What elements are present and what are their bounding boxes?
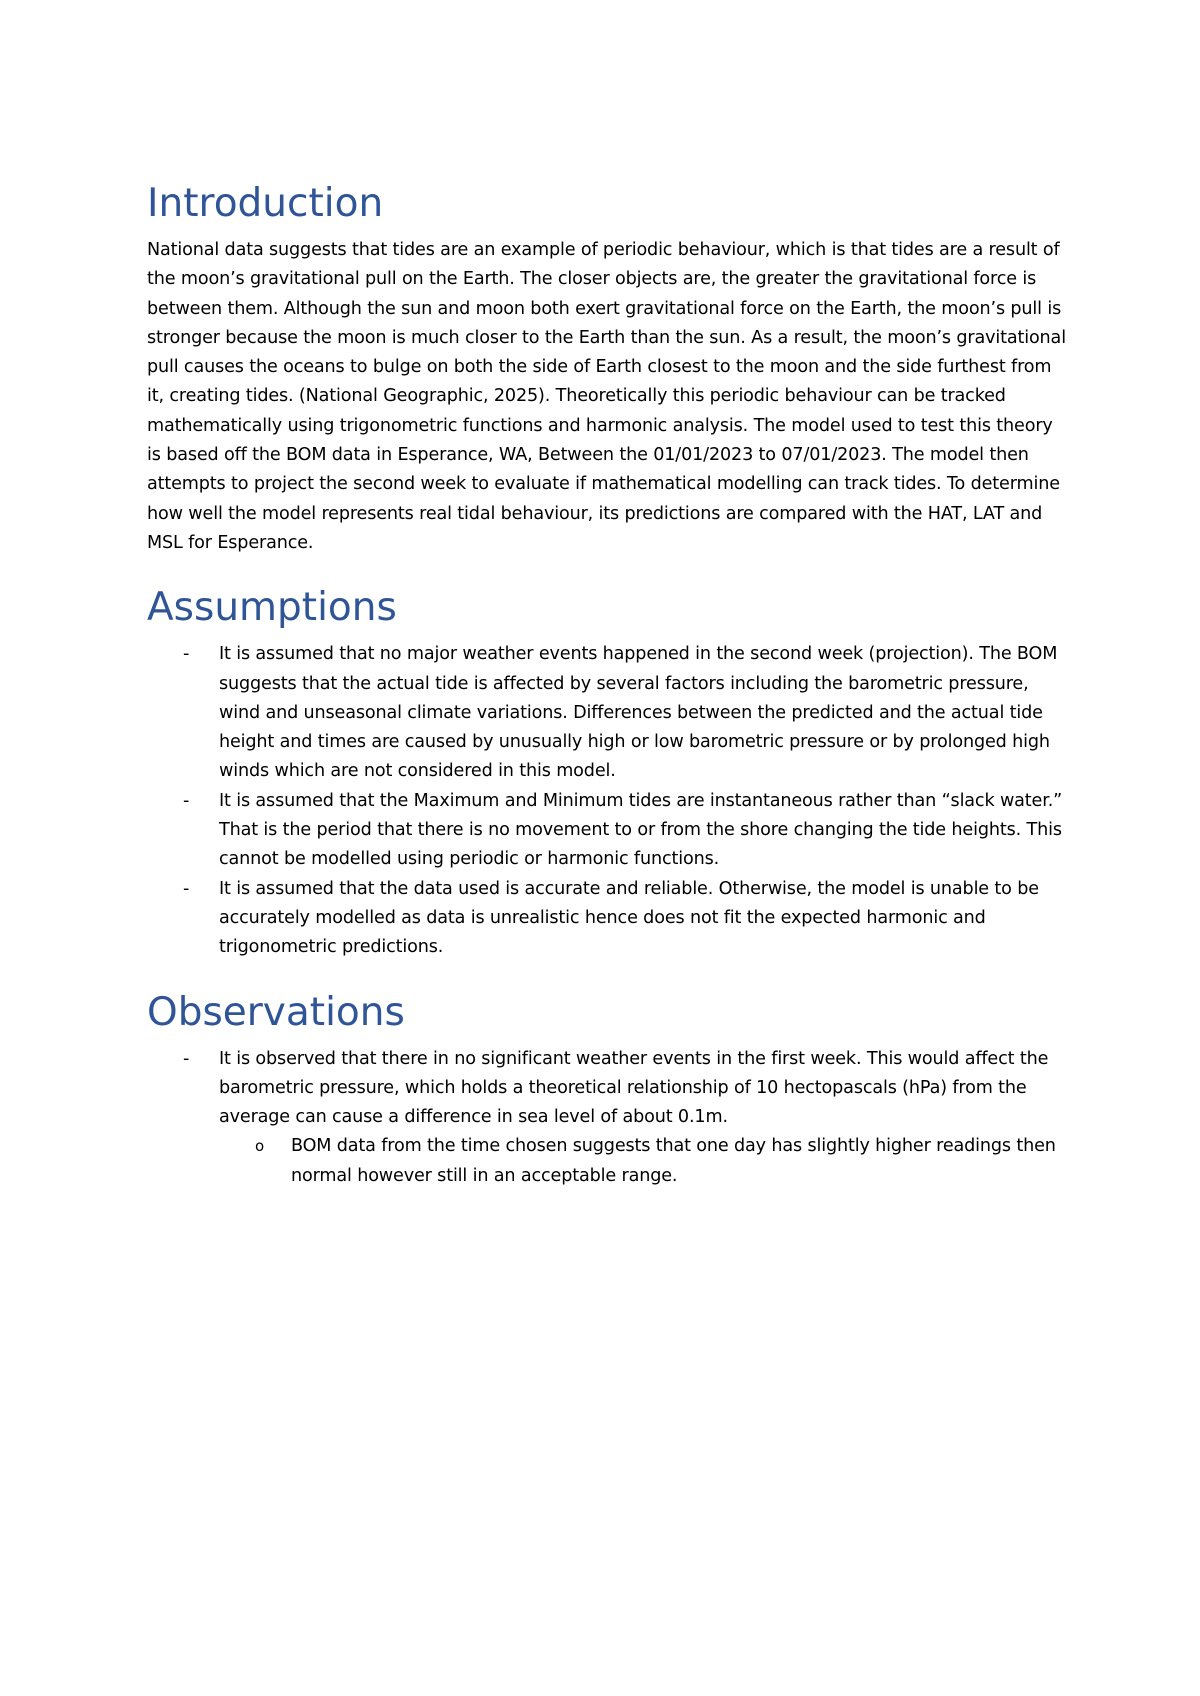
circle-bullet: o [255,1137,265,1156]
dash-bullet: - [183,878,190,899]
introduction-heading: Introduction [147,181,384,226]
list-item-text: It is assumed that the Maximum and Minimum tides are instantaneous rather than “slack water.” That is the period that there is no movement to or from the shore changing the tide heights. This cannot be modelled using periodic or harmonic functions. [219,790,1063,870]
introduction-paragraph: National data suggests that tides are an example of periodic behaviour, which is that tides are a result of the moon’s gravitational pull on the Earth. The closer objects are, the greater the gravitational force is between them. Although the sun and moon both exert gravitational force on the Earth, the moon’s pull is stronger because the moon is much closer to the Earth than the sun. As a result, the moon’s gravitational pull causes the oceans to bulge on both the side of Earth closest to the moon and the side furthest from it, creating tides. (National Geographic, 2025). Theoretically this periodic behaviour can be tracked mathematically using trigonometric functions and harmonic analysis. The model used to test this theory is based off the BOM data in Esperance, WA, Between the 01/01/2023 to 07/01/2023. The model then attempts to project the second week to evaluate if mathematical modelling can track tides. To determine how well the model represents real tidal behaviour, its predictions are compared with the HAT, LAT and MSL for Esperance. [147,240,1066,553]
dash-bullet: - [183,790,190,811]
list-item [147,1045,1067,1191]
list-item-text: It is observed that there in no significant weather events in the first week. This would affect the barometric pressure, which holds a theoretical relationship of 10 hectopascals (hPa) from the average can cause a difference in sea level of about 0.1m. [219,1048,1049,1128]
observations-list [147,1045,1067,1191]
list-item [147,640,1067,786]
dash-bullet: - [183,644,190,665]
assumptions-list [147,640,1067,962]
assumptions-section [147,584,1067,962]
list-item [147,787,1067,875]
list-item [147,875,1067,963]
observations-section [147,989,1067,1191]
observations-heading: Observations [147,989,405,1035]
observations-sub-list [219,1132,1067,1191]
introduction-section [147,180,1067,558]
sub-list-item-text: BOM data from the time chosen suggests that one day has slightly higher readings then normal however still in an acceptable range. [291,1136,1056,1186]
document-content [147,180,1067,1217]
sub-list-item [219,1132,1067,1191]
list-item-text: It is assumed that no major weather events happened in the second week (projection). The BOM suggests that the actual tide is affected by several factors including the barometric pressure, wind and unseasonal climate variations. Differences between the predicted and the actual tide height and times are caused by unusually high or low barometric pressure or by prolonged high winds which are not considered in this model. [219,644,1058,782]
list-item-text: It is assumed that the data used is accurate and reliable. Otherwise, the model is unable to be accurately modelled as data is unrealistic hence does not fit the expected harmonic and trigonometric predictions. [219,878,1039,958]
dash-bullet: - [183,1048,190,1069]
assumptions-heading: Assumptions [147,585,397,631]
